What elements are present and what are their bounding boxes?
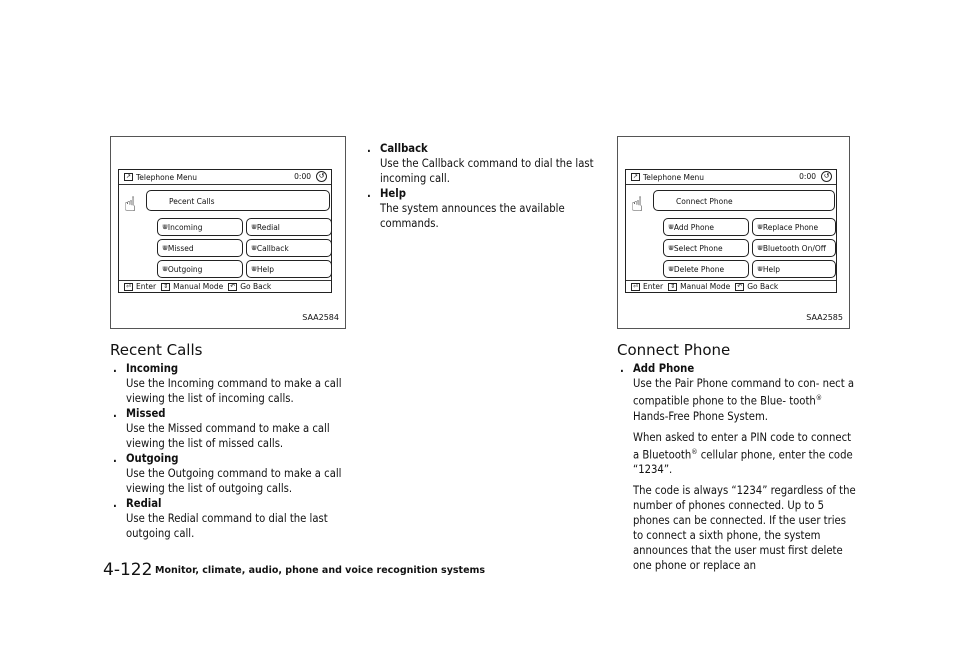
- list-item: . Help The system announces the available commands.: [367, 187, 565, 230]
- help-button[interactable]: ⋓ Help: [752, 260, 836, 278]
- footer-bar: ⏎ Enter ⇕ Manual Mode ↶ Go Back: [626, 280, 836, 292]
- manual-mode-icon: ⇕: [163, 282, 169, 290]
- figure-recent-calls: [110, 136, 346, 329]
- back-icon: ↺: [316, 171, 327, 182]
- section-title: Monitor, climate, audio, phone and voice recognition systems: [155, 565, 486, 576]
- title-box: Connect Phone: [653, 190, 835, 211]
- recent-calls-list: [112, 361, 350, 541]
- replace-phone-button[interactable]: ⋓ Replace Phone: [752, 218, 836, 236]
- list-item: . Missed Use the Missed command to make a call viewing the list of missed calls.: [113, 407, 330, 450]
- list-item: . Callback Use the Callback command to dial the last incoming call.: [367, 142, 594, 185]
- figure-code: SAA2584: [302, 313, 339, 322]
- hand-icon: ☝: [124, 192, 137, 216]
- figure-connect-phone: [617, 136, 850, 329]
- list-item: . Outgoing Use the Outgoing command to make a call viewing the list of outgoing calls.: [113, 452, 342, 495]
- header-bar: [119, 170, 331, 185]
- middle-list: [366, 141, 604, 231]
- mic-icon: ⋓: [162, 265, 167, 273]
- screen-recent-calls: [118, 169, 332, 293]
- enter-icon: ⏎: [125, 282, 132, 290]
- mic-icon: ⋓: [668, 244, 673, 252]
- mic-icon: ⋓: [162, 244, 167, 252]
- select-phone-button[interactable]: ⋓ Select Phone: [663, 239, 749, 257]
- help-button[interactable]: ⋓ Help: [246, 260, 332, 278]
- header-bar: [626, 170, 836, 185]
- outgoing-button[interactable]: ⋓ Outgoing: [157, 260, 243, 278]
- mic-icon: ⋓: [251, 244, 256, 252]
- manual-mode-icon: ⇕: [670, 282, 676, 290]
- incoming-button[interactable]: ⋓ Incoming: [157, 218, 243, 236]
- time: 0:00: [799, 172, 816, 181]
- list-item: . Incoming Use the Incoming command to make a call viewing the list of incoming calls.: [113, 362, 342, 405]
- mic-icon: ⋓: [251, 265, 256, 273]
- footer-bar: ⏎ Enter ⇕ Manual Mode ↶ Go Back: [119, 280, 331, 292]
- go-back-icon: ↶: [737, 282, 743, 290]
- mic-icon: ⋓: [757, 223, 762, 231]
- add-phone-button[interactable]: ⋓ Add Phone: [663, 218, 749, 236]
- list-item: . Redial Use the Redial command to dial the last outgoing call.: [113, 497, 328, 540]
- hand-icon: ☝: [631, 192, 644, 216]
- header-title: Telephone Menu: [136, 172, 198, 182]
- enter-icon: ⏎: [632, 282, 639, 290]
- missed-button[interactable]: ⋓ Missed: [157, 239, 243, 257]
- mic-icon: ⋓: [757, 265, 762, 273]
- mic-icon: ⋓: [757, 244, 762, 252]
- mic-icon: ⋓: [668, 265, 673, 273]
- page-number: 4-122: [103, 560, 153, 580]
- mic-icon: ⋓: [162, 223, 167, 231]
- phone-icon: ↗: [632, 173, 639, 180]
- figure-code: SAA2585: [806, 313, 843, 322]
- title-box: Pecent Calls: [146, 190, 330, 211]
- go-back-icon: ↶: [230, 282, 236, 290]
- header-title: Telephone Menu: [643, 172, 705, 182]
- phone-icon: ↗: [125, 173, 132, 180]
- heading-recent-calls: Recent Calls: [110, 341, 203, 359]
- bluetooth-toggle-button[interactable]: ⋓ Bluetooth On/Off: [752, 239, 836, 257]
- time: 0:00: [294, 172, 311, 181]
- mic-icon: ⋓: [251, 223, 256, 231]
- mic-icon: ⋓: [668, 223, 673, 231]
- connect-phone-section: [619, 361, 857, 573]
- back-icon: ↺: [821, 171, 832, 182]
- screen-connect-phone: [625, 169, 837, 293]
- list-item: . Add Phone Use the Pair Phone command to con- nect a compatible phone to the Blue- tooth® Hands-Free Phone System. When asked to enter a PIN code to connect a Bluetooth® cellular phone, enter the code “1234”. The code is always “1234” regardless of the number of phones connected. Up to 5 phones can be connected. If the user tries to connect a sixth phone, the system announces that the user must first delete one phone or replace an: [620, 362, 856, 573]
- redial-button[interactable]: ⋓ Redial: [246, 218, 332, 236]
- heading-connect-phone: Connect Phone: [617, 341, 731, 359]
- callback-button[interactable]: ⋓ Callback: [246, 239, 332, 257]
- delete-phone-button[interactable]: ⋓ Delete Phone: [663, 260, 749, 278]
